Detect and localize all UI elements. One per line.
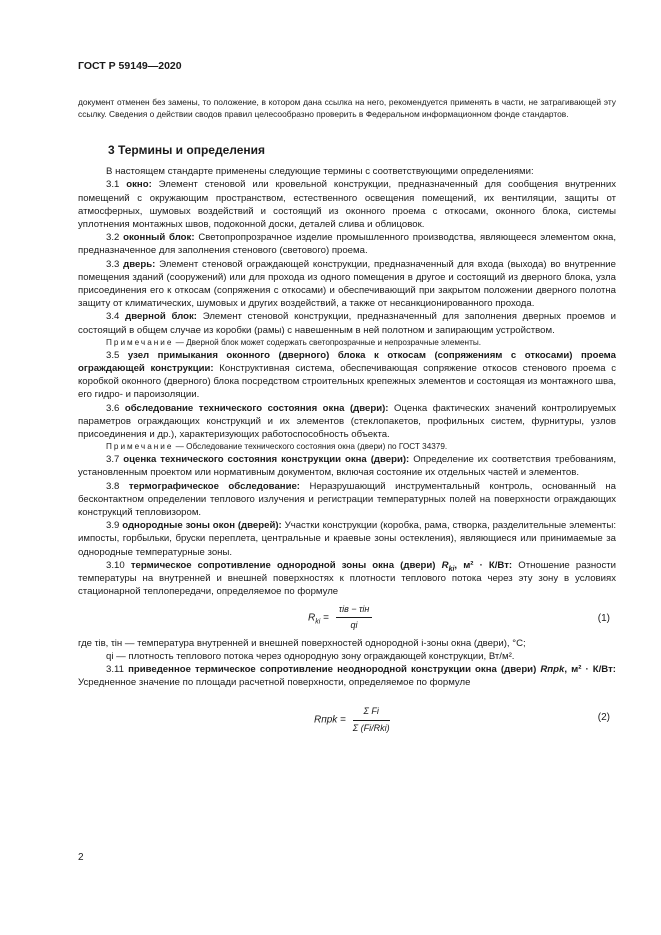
section-title: 3 Термины и определения xyxy=(108,143,266,157)
note-1 xyxy=(78,337,616,349)
term-definition: Определение их соответствия требованиям, установленным проектом или нормативным документом, включая состояние их отдельных частей и элементов. xyxy=(78,454,616,479)
term-number: 3.2 xyxy=(106,232,120,244)
term-name: дверной блок: xyxy=(125,311,197,323)
lead-paragraph: В настоящем стандарте применены следующие термины с соответствующими определениями: xyxy=(106,166,534,178)
formula-numerator: τiв − τiн xyxy=(336,603,373,618)
term-definition: Усредненное значение по площади расчетной поверхности, определяемое по формуле xyxy=(78,677,471,689)
term-unit: , м² · К/Вт: xyxy=(564,663,616,675)
term-definition: Конструктивная система, обеспечивающая сопряжение откосов стенового проема с коробкой оконного (дверного) блока посредством строительных крепежных элементов и состоящая из монтажного шва, его гидро- и пароизоляции. xyxy=(78,363,617,401)
term-name: обследование технического состояния окна (двери): xyxy=(124,402,389,414)
term-name: окно: xyxy=(126,179,152,191)
where-line-2: qi — плотность теплового потока через однородную зону ограждающей конструкции, Вт/м². xyxy=(106,650,515,662)
term-number: 3.11 xyxy=(106,663,124,675)
note-tag: Примечание xyxy=(106,442,174,452)
formula-numerator: Σ Fi xyxy=(353,705,390,720)
note-2 xyxy=(78,441,616,453)
term-3-6 xyxy=(78,402,616,442)
term-symbol-sub: ki xyxy=(448,565,455,573)
formula-lhs: R xyxy=(308,611,316,623)
term-definition: Оценка фактических значений контролируемых параметров ограждающих конструкций и их элементов (стеклопакетов, профильных систем, фурнитуры, узлов присоединения и др.), характеризующих работоспособность объекта. xyxy=(78,402,617,441)
term-3-1 xyxy=(78,178,616,231)
term-name: узел примыкания оконного (дверного) блока к откосам (сопряжениям с откосами) проема ограждающей конструкции: xyxy=(78,349,616,375)
term-name: однородные зоны окон (дверей): xyxy=(122,520,282,532)
formula-number: (1) xyxy=(597,612,610,624)
term-3-11 xyxy=(78,663,616,689)
term-number: 3.5 xyxy=(106,349,120,361)
note-tag: Примечание xyxy=(106,337,174,347)
page-body xyxy=(78,96,616,749)
term-3-2 xyxy=(78,231,616,257)
term-3-5 xyxy=(78,349,616,402)
term-name: термическое сопротивление однородной зоны окна (двери) xyxy=(130,559,436,571)
formula-lhs: Rпрk xyxy=(314,714,338,726)
note-text: — Дверной блок может содержать светопрозрачные и непрозрачные элементы. xyxy=(175,337,481,347)
term-number: 3.4 xyxy=(106,311,120,323)
term-unit: , м² · К/Вт: xyxy=(454,559,513,571)
term-name: дверь: xyxy=(123,258,156,270)
term-definition: Элемент стеновой ограждающей конструкции, предназначенный для входа (выхода) во внутренние помещения зданий (сооружений) или для прохода из одного помещения в другое и состоящий из дверного блока, узла присоединения его к откосам (сопряжения с откосами) и обеспечивающий при закрытом положении дверного полотна защиту от климатических, шумовых и других воздействий, а также от несанкционированного прохода. xyxy=(78,258,616,310)
term-symbol: R xyxy=(441,559,449,571)
term-number: 3.9 xyxy=(106,520,120,532)
intro-paragraph: документ отменен без замены, то положение, в котором дана ссылка на него, рекомендуется применять в части, не затрагивающей эту ссылку. Сведения о действии сводов правил целесообразно проверить в Федеральном информационном фонде стандартов. xyxy=(78,97,616,119)
formula-fraction xyxy=(336,603,373,632)
note-text: — Обследование технического состояния окна (двери) по ГОСТ 34379. xyxy=(175,442,448,452)
where-line-1: где τiв, τiн — температура внутренней и внешней поверхностей однородной i-зоны окна (двери), °С; xyxy=(78,637,526,649)
term-name: термографическое обследование: xyxy=(128,480,301,492)
term-definition: Светопропрозрачное изделие промышленного производства, являющееся элементом окна, предназначенное для заполнения стенового (светового) проема. xyxy=(78,232,616,257)
term-3-4 xyxy=(78,310,616,336)
formula-denominator: Σ (Fi/Rki) xyxy=(352,722,390,733)
term-number: 3.8 xyxy=(106,480,120,492)
term-name: оконный блок: xyxy=(123,232,195,244)
term-3-3 xyxy=(78,258,616,311)
term-number: 3.10 xyxy=(106,559,125,571)
formula-lhs-sub: ki xyxy=(315,617,321,625)
term-definition: Элемент стеновой или кровельной конструкции, предназначенный для сообщения внутренних помещений с окружающим пространством, естественного освещения помещений, их вентиляции, защиты от атмосферных, шумовых воздействий и состоящий из оконного проема с откосами, оконного блока, системы уплотнения монтажных швов, подоконной доски, деталей слива и облицовок. xyxy=(78,179,616,231)
formula-equals: = xyxy=(323,611,329,623)
formula-1 xyxy=(78,603,616,633)
formula-number: (2) xyxy=(597,712,610,724)
term-definition: Элемент стеновой конструкции, предназначенный для заполнения дверных проемов и состоящий в общем случае из коробки (рамы) с навешенным в ней полотном и запирающим устройством. xyxy=(78,311,617,336)
term-number: 3.3 xyxy=(106,258,120,270)
term-name: приведенное термическое сопротивление неоднородной конструкции окна (двери) xyxy=(128,663,537,675)
term-3-10 xyxy=(78,559,616,599)
formula-2 xyxy=(78,691,616,747)
formula-denominator: qi xyxy=(350,619,358,630)
term-3-9 xyxy=(78,519,616,559)
term-definition: Неразрушающий инструментальный контроль, основанный на бесконтактном определении теплового излучения и регистрации температурных полей на поверхности ограждающих конструкций тепловизором. xyxy=(78,480,617,519)
term-number: 3.6 xyxy=(106,402,120,414)
standard-header: ГОСТ Р 59149—2020 xyxy=(78,60,182,72)
term-number: 3.7 xyxy=(106,454,120,466)
term-name: оценка технического состояния конструкции окна (двери): xyxy=(123,454,410,466)
term-definition: Участки конструкции (коробка, рама, створка, разделительные элементы: импосты, горбыльки, бруски переплета, центральные и краевые зоны остекления), являющиеся или принимаемые за однородные температурные зоны. xyxy=(78,520,617,558)
term-3-8 xyxy=(78,480,616,520)
formula-fraction xyxy=(353,705,390,734)
term-3-7 xyxy=(78,453,616,479)
formula-equals: = xyxy=(340,714,346,726)
term-symbol: Rпрk xyxy=(540,663,565,675)
term-number: 3.1 xyxy=(106,179,120,191)
page-number: 2 xyxy=(78,852,84,863)
term-definition: Отношение разности температуры на внутренней и внешней поверхностях к плотности теплового потока через эту зону в условиях стационарной теплопередачи, определяемое по формуле xyxy=(78,559,617,598)
